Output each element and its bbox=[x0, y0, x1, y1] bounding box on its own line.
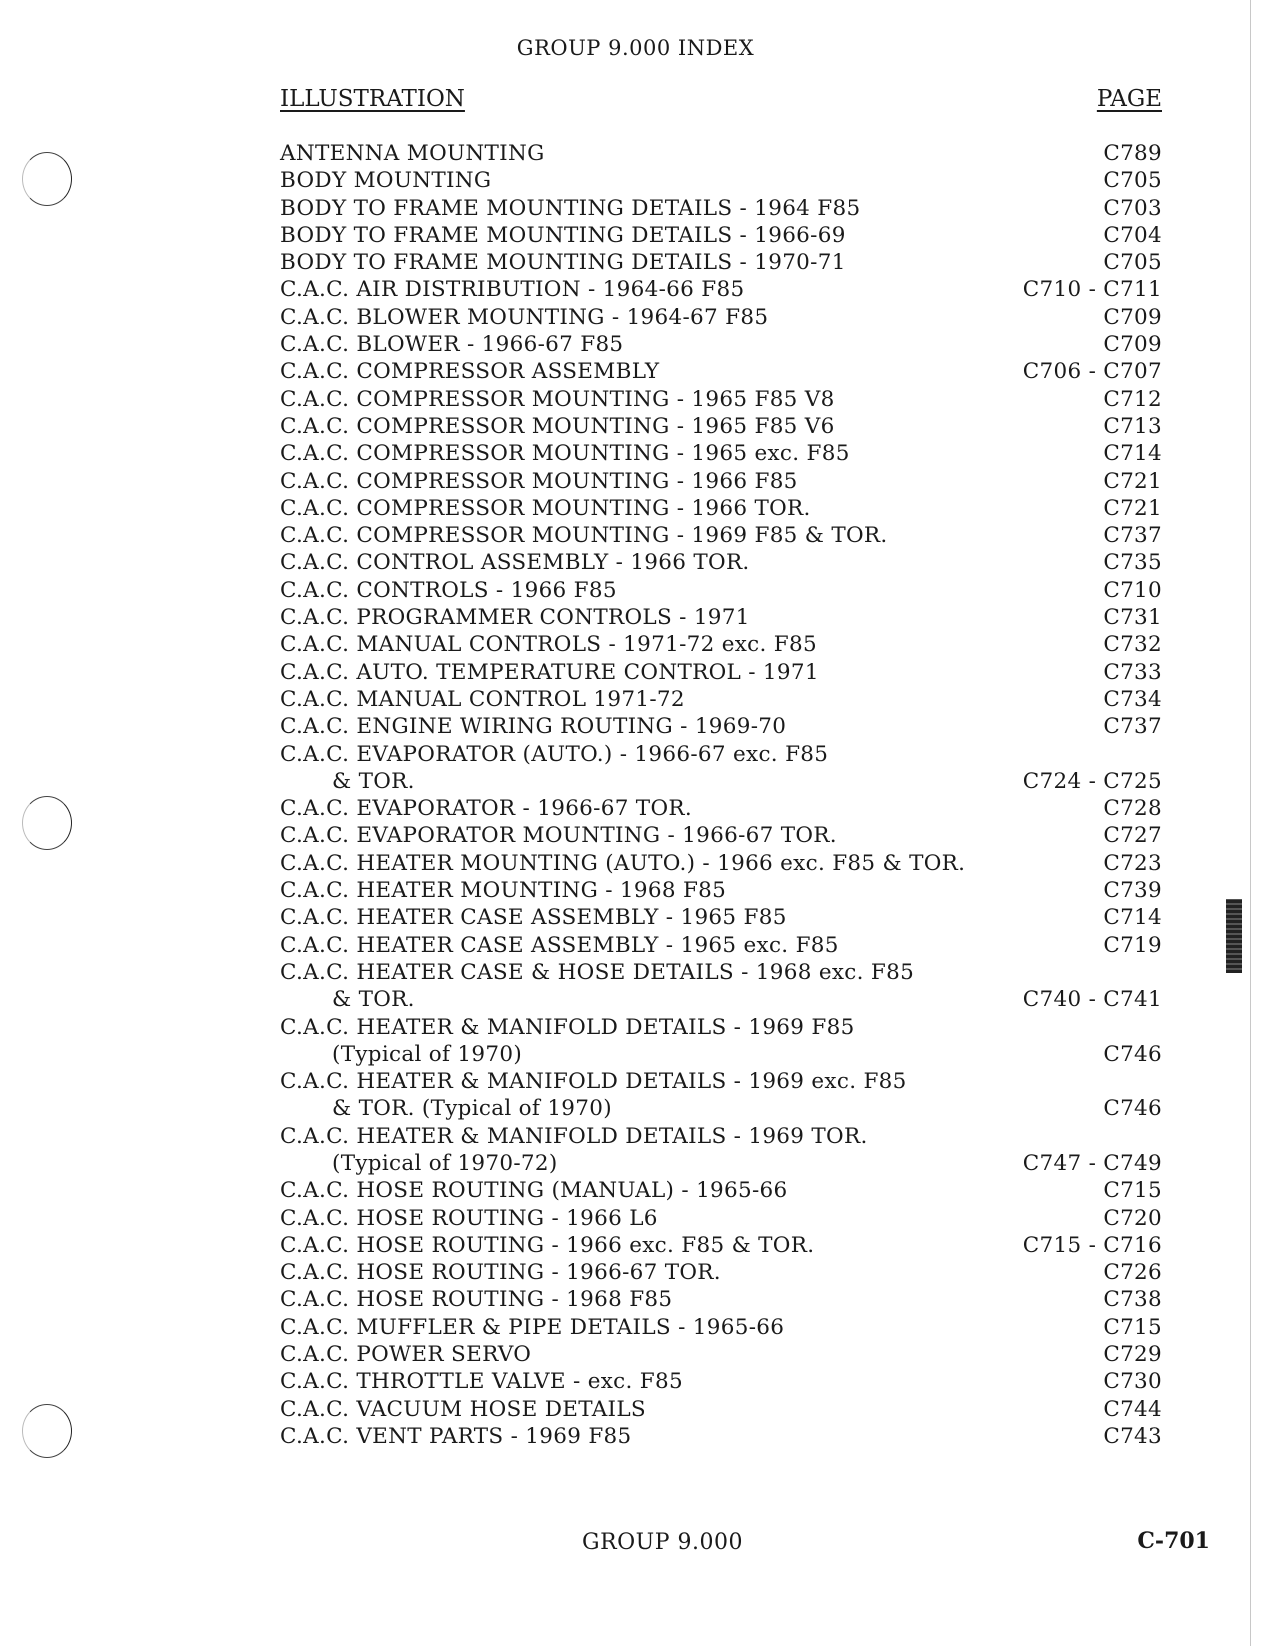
index-entry bbox=[280, 904, 1162, 931]
index-entry bbox=[280, 713, 1162, 740]
entry-page-ref: C720 bbox=[1103, 1205, 1162, 1231]
entry-page-ref: C714 bbox=[1103, 905, 1162, 931]
entry-page-ref: C744 bbox=[1103, 1396, 1162, 1422]
entry-title: C.A.C. EVAPORATOR MOUNTING - 1966-67 TOR. bbox=[280, 823, 837, 849]
entry-title: C.A.C. HEATER & MANIFOLD DETAILS - 1969 exc. F85 bbox=[280, 1069, 907, 1095]
column-header-page: PAGE bbox=[1096, 86, 1162, 112]
entry-page-ref: C723 bbox=[1103, 850, 1162, 876]
entry-title: C.A.C. COMPRESSOR MOUNTING - 1969 F85 & TOR. bbox=[280, 523, 888, 549]
entry-title: C.A.C. COMPRESSOR ASSEMBLY bbox=[280, 359, 660, 385]
page-edge-line bbox=[1250, 0, 1251, 1646]
entry-page-ref: C740 - C741 bbox=[1022, 987, 1162, 1013]
index-entry bbox=[280, 795, 1162, 822]
entry-title: C.A.C. HEATER & MANIFOLD DETAILS - 1969 F85 bbox=[280, 1014, 855, 1040]
index-entry bbox=[280, 1286, 1162, 1313]
entry-title: C.A.C. COMPRESSOR MOUNTING - 1965 F85 V8 bbox=[280, 386, 835, 412]
index-entry bbox=[280, 1396, 1162, 1423]
entry-page-ref: C746 bbox=[1103, 1096, 1162, 1122]
entry-title: C.A.C. COMPRESSOR MOUNTING - 1965 F85 V6 bbox=[280, 413, 835, 439]
index-entry bbox=[280, 304, 1162, 331]
entry-title: C.A.C. HEATER CASE & HOSE DETAILS - 1968 exc. F85 bbox=[280, 959, 915, 985]
entry-page-ref: C729 bbox=[1103, 1342, 1162, 1368]
entry-title: C.A.C. THROTTLE VALVE - exc. F85 bbox=[280, 1369, 683, 1395]
index-entry bbox=[280, 167, 1162, 194]
entry-page-ref: C715 bbox=[1103, 1178, 1162, 1204]
entry-title: C.A.C. MANUAL CONTROL 1971-72 bbox=[280, 686, 685, 712]
entry-page-ref: C710 bbox=[1103, 577, 1162, 603]
entry-page-ref: C715 - C716 bbox=[1022, 1232, 1162, 1258]
entry-page-ref: C706 - C707 bbox=[1022, 359, 1162, 385]
entry-title: C.A.C. VACUUM HOSE DETAILS bbox=[280, 1396, 646, 1422]
entry-title: C.A.C. MANUAL CONTROLS - 1971-72 exc. F85 bbox=[280, 632, 817, 658]
entry-title: C.A.C. MUFFLER & PIPE DETAILS - 1965-66 bbox=[280, 1314, 785, 1340]
entry-title: ANTENNA MOUNTING bbox=[280, 141, 545, 166]
column-header-illustration: ILLUSTRATION bbox=[280, 86, 465, 112]
index-entry bbox=[280, 686, 1162, 713]
index-entry bbox=[280, 1205, 1162, 1232]
entry-title-continuation: & TOR. bbox=[332, 768, 415, 794]
entry-title: BODY TO FRAME MOUNTING DETAILS - 1970-71 bbox=[280, 250, 846, 276]
index-entry bbox=[280, 1259, 1162, 1286]
entry-title: C.A.C. ENGINE WIRING ROUTING - 1969-70 bbox=[280, 714, 787, 740]
entry-title: C.A.C. HEATER & MANIFOLD DETAILS - 1969 TOR. bbox=[280, 1123, 868, 1149]
entry-page-ref: C709 bbox=[1103, 332, 1162, 358]
entry-page-ref: C721 bbox=[1103, 495, 1162, 521]
entry-page-ref: C739 bbox=[1103, 878, 1162, 904]
binder-hole-bottom bbox=[22, 1404, 72, 1458]
index-entry bbox=[280, 331, 1162, 358]
entry-title: C.A.C. BLOWER - 1966-67 F85 bbox=[280, 332, 624, 358]
binder-hole-middle bbox=[22, 796, 72, 850]
index-entry bbox=[280, 276, 1162, 303]
index-entry bbox=[280, 822, 1162, 849]
entry-title: C.A.C. HEATER CASE ASSEMBLY - 1965 F85 bbox=[280, 905, 787, 931]
index-entry bbox=[280, 631, 1162, 658]
index-entry bbox=[280, 413, 1162, 440]
entry-page-ref: C709 bbox=[1103, 304, 1162, 330]
entry-page-ref: C746 bbox=[1103, 1041, 1162, 1067]
entry-page-ref: C738 bbox=[1103, 1287, 1162, 1313]
index-entry bbox=[280, 195, 1162, 222]
entry-page-ref: C727 bbox=[1103, 823, 1162, 849]
index-entry bbox=[280, 1368, 1162, 1395]
section-tab-mark bbox=[1226, 899, 1242, 973]
entry-page-ref: C734 bbox=[1103, 686, 1162, 712]
entry-title: C.A.C. HOSE ROUTING - 1966 exc. F85 & TOR. bbox=[280, 1232, 815, 1258]
entry-page-ref: C735 bbox=[1103, 550, 1162, 576]
entry-page-ref: C733 bbox=[1103, 659, 1162, 685]
entry-title: C.A.C. COMPRESSOR MOUNTING - 1965 exc. F85 bbox=[280, 441, 850, 467]
index-entry bbox=[280, 850, 1162, 877]
entry-page-ref: C789 bbox=[1103, 141, 1162, 166]
index-entry bbox=[280, 468, 1162, 495]
entry-page-ref: C705 bbox=[1103, 250, 1162, 276]
entry-title: C.A.C. HEATER CASE ASSEMBLY - 1965 exc. F85 bbox=[280, 932, 839, 958]
entry-page-ref: C737 bbox=[1103, 523, 1162, 549]
entry-title: C.A.C. HEATER MOUNTING - 1968 F85 bbox=[280, 878, 727, 904]
index-entry bbox=[280, 222, 1162, 249]
index-entry bbox=[280, 249, 1162, 276]
footer-page-number: C-701 bbox=[1137, 1528, 1210, 1554]
index-entry bbox=[280, 932, 1162, 959]
entry-title: BODY TO FRAME MOUNTING DETAILS - 1966-69 bbox=[280, 222, 846, 248]
footer-group-label: GROUP 9.000 bbox=[582, 1530, 743, 1555]
entry-title: C.A.C. POWER SERVO bbox=[280, 1342, 532, 1368]
entry-title: C.A.C. AIR DISTRIBUTION - 1964-66 F85 bbox=[280, 277, 745, 303]
index-entry bbox=[280, 1232, 1162, 1259]
entry-title: C.A.C. HOSE ROUTING - 1966 L6 bbox=[280, 1205, 658, 1231]
index-entry bbox=[280, 577, 1162, 604]
index-entry bbox=[280, 659, 1162, 686]
entry-page-ref: C719 bbox=[1103, 932, 1162, 958]
entry-title: BODY MOUNTING bbox=[280, 168, 492, 194]
entry-page-ref: C743 bbox=[1103, 1423, 1162, 1449]
index-entry bbox=[280, 604, 1162, 631]
entry-title: C.A.C. CONTROLS - 1966 F85 bbox=[280, 577, 617, 603]
entry-title: C.A.C. AUTO. TEMPERATURE CONTROL - 1971 bbox=[280, 659, 819, 685]
index-entry bbox=[280, 1014, 1162, 1069]
entry-title: BODY TO FRAME MOUNTING DETAILS - 1964 F85 bbox=[280, 195, 861, 221]
entry-page-ref: C747 - C749 bbox=[1022, 1150, 1162, 1176]
index-entry bbox=[280, 1314, 1162, 1341]
entry-page-ref: C704 bbox=[1103, 222, 1162, 248]
index-entry bbox=[280, 1423, 1162, 1450]
entry-page-ref: C712 bbox=[1103, 386, 1162, 412]
entry-title: C.A.C. PROGRAMMER CONTROLS - 1971 bbox=[280, 605, 750, 631]
entry-title-continuation: (Typical of 1970) bbox=[332, 1041, 523, 1067]
entry-page-ref: C715 bbox=[1103, 1314, 1162, 1340]
entry-page-ref: C724 - C725 bbox=[1022, 768, 1162, 794]
page-title: GROUP 9.000 INDEX bbox=[516, 36, 755, 60]
entry-title: C.A.C. COMPRESSOR MOUNTING - 1966 F85 bbox=[280, 468, 798, 494]
index-entry bbox=[280, 358, 1162, 385]
entry-title: C.A.C. EVAPORATOR - 1966-67 TOR. bbox=[280, 796, 693, 822]
entry-page-ref: C721 bbox=[1103, 468, 1162, 494]
index-entry bbox=[280, 495, 1162, 522]
index-entry bbox=[280, 741, 1162, 796]
binder-hole-top bbox=[22, 152, 72, 206]
index-entry bbox=[280, 140, 1162, 167]
entry-page-ref: C713 bbox=[1103, 413, 1162, 439]
index-entry bbox=[280, 1341, 1162, 1368]
index-list bbox=[280, 140, 1162, 1450]
entry-title: C.A.C. CONTROL ASSEMBLY - 1966 TOR. bbox=[280, 550, 750, 576]
entry-title: C.A.C. BLOWER MOUNTING - 1964-67 F85 bbox=[280, 304, 769, 330]
entry-title-continuation: & TOR. (Typical of 1970) bbox=[332, 1096, 612, 1122]
entry-page-ref: C705 bbox=[1103, 168, 1162, 194]
entry-title: C.A.C. HEATER MOUNTING (AUTO.) - 1966 exc. F85 & TOR. bbox=[280, 850, 966, 876]
entry-title: C.A.C. HOSE ROUTING - 1968 F85 bbox=[280, 1287, 673, 1313]
entry-page-ref: C737 bbox=[1103, 714, 1162, 740]
index-entry bbox=[280, 959, 1162, 1014]
index-entry bbox=[280, 549, 1162, 576]
index-entry bbox=[280, 1068, 1162, 1123]
index-entry bbox=[280, 522, 1162, 549]
entry-title: C.A.C. EVAPORATOR (AUTO.) - 1966-67 exc. F85 bbox=[280, 741, 829, 767]
entry-title-continuation: & TOR. bbox=[332, 987, 415, 1013]
index-entry bbox=[280, 386, 1162, 413]
entry-page-ref: C730 bbox=[1103, 1369, 1162, 1395]
entry-page-ref: C710 - C711 bbox=[1022, 277, 1162, 303]
entry-title: C.A.C. VENT PARTS - 1969 F85 bbox=[280, 1423, 632, 1449]
entry-page-ref: C728 bbox=[1103, 796, 1162, 822]
entry-page-ref: C732 bbox=[1103, 632, 1162, 658]
entry-title: C.A.C. HOSE ROUTING (MANUAL) - 1965-66 bbox=[280, 1178, 788, 1204]
index-entry bbox=[280, 1123, 1162, 1178]
index-entry bbox=[280, 440, 1162, 467]
entry-page-ref: C714 bbox=[1103, 441, 1162, 467]
entry-page-ref: C726 bbox=[1103, 1260, 1162, 1286]
entry-page-ref: C703 bbox=[1103, 195, 1162, 221]
index-entry bbox=[280, 1177, 1162, 1204]
entry-page-ref: C731 bbox=[1103, 605, 1162, 631]
entry-title: C.A.C. HOSE ROUTING - 1966-67 TOR. bbox=[280, 1260, 721, 1286]
entry-title-continuation: (Typical of 1970-72) bbox=[332, 1150, 558, 1176]
entry-title: C.A.C. COMPRESSOR MOUNTING - 1966 TOR. bbox=[280, 495, 811, 521]
index-entry bbox=[280, 877, 1162, 904]
